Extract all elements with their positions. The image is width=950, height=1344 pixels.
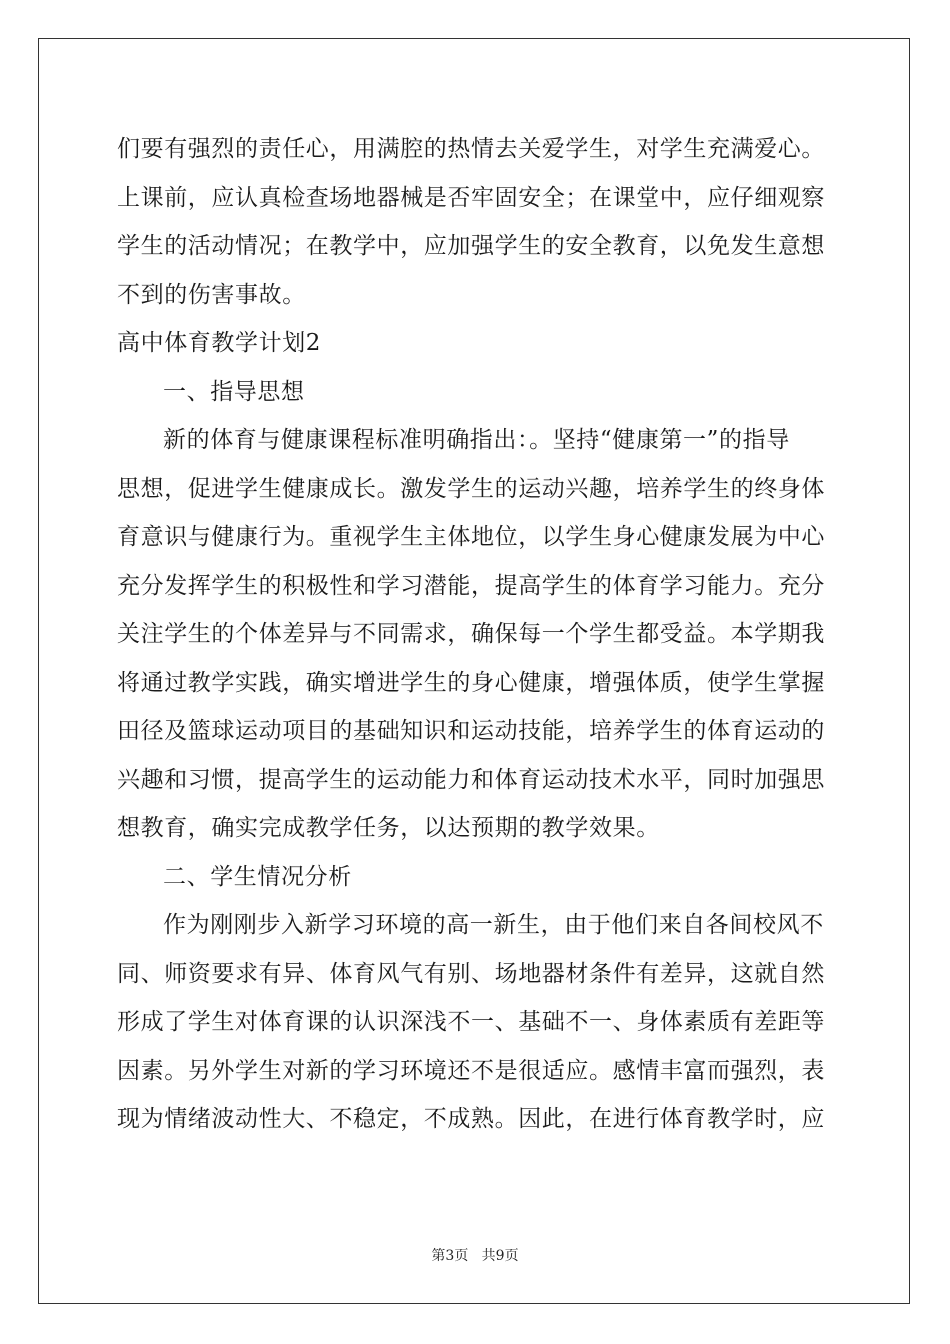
text-line: 将通过教学实践，确实增进学生的身心健康，增强体质，使学生掌握 (117, 669, 825, 696)
text-line: 想教育，确实完成教学任务，以达预期的教学效果。 (117, 815, 660, 841)
text-line: 育意识与健康行为。重视学生主体地位，以学生身心健康发展为中心 (117, 524, 825, 550)
text-line: 们要有强烈的责任心，用满腔的热情去关爱学生，对学生充满爱心。 (117, 136, 825, 162)
text-line: 思想，促进学生健康成长。激发学生的运动兴趣，培养学生的终身体 (117, 475, 825, 502)
text-line: 兴趣和习惯，提高学生的运动能力和体育运动技术水平，同时加强思 (117, 766, 825, 793)
page-number-footer: 第3页 共9页 (431, 1248, 519, 1264)
text-line: 同、师资要求有异、体育风气有别、场地器材条件有差异，这就自然 (117, 960, 825, 987)
section-heading: 一、指导思想 (163, 378, 305, 405)
document-body (117, 125, 833, 1144)
text-line: 不到的伤害事故。 (117, 281, 306, 308)
text-line: 新的体育与健康课程标准明确指出：。坚持“健康第一”的指导 (163, 427, 790, 453)
section-heading: 二、学生情况分析 (163, 863, 352, 890)
text-line: 上课前，应认真检查场地器械是否牢固安全；在课堂中，应仔细观察 (117, 184, 825, 211)
text-line: 因素。另外学生对新的学习环境还不是很适应。感情丰富而强烈，表 (117, 1057, 825, 1084)
text-line: 现为情绪波动性大、不稳定，不成熟。因此，在进行体育教学时，应 (117, 1106, 825, 1132)
text-line: 作为刚刚步入新学习环境的高一新生，由于他们来自各间校风不 (163, 912, 824, 938)
text-line: 关注学生的个体差异与不同需求，确保每一个学生都受益。本学期我 (117, 621, 825, 647)
text-line: 学生的活动情况；在教学中，应加强学生的安全教育，以免发生意想 (117, 233, 825, 259)
section-title: 高中体育教学计划2 (117, 330, 322, 356)
text-line: 田径及篮球运动项目的基础知识和运动技能，培养学生的体育运动的 (117, 718, 825, 744)
text-line: 形成了学生对体育课的认识深浅不一、基础不一、身体素质有差距等 (117, 1009, 825, 1035)
text-line: 充分发挥学生的积极性和学习潜能，提高学生的体育学习能力。充分 (117, 572, 825, 599)
